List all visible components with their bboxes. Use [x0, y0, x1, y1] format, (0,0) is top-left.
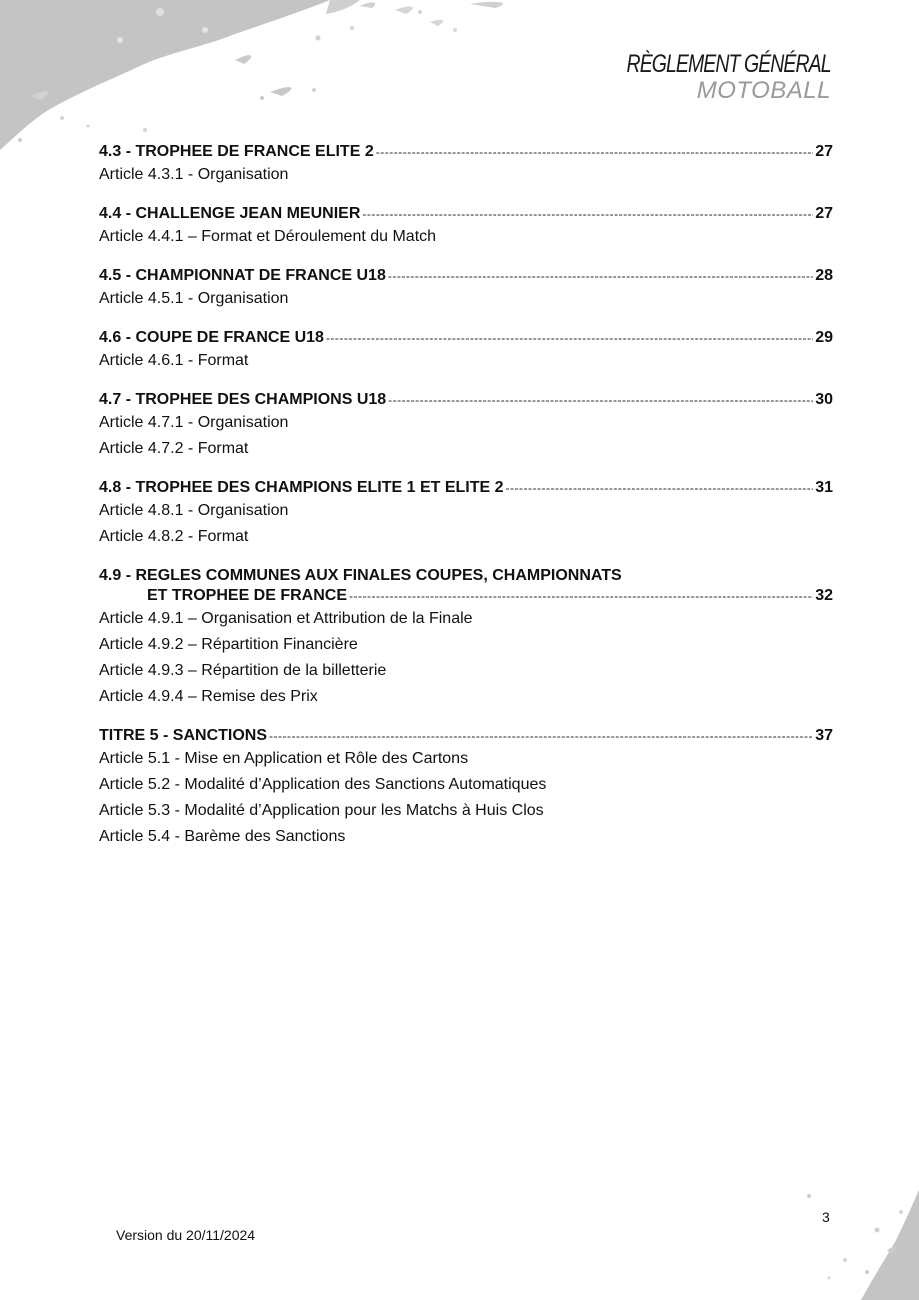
toc-heading-title: 4.3 - TROPHEE DE FRANCE ELITE 2	[99, 143, 374, 160]
toc-section	[99, 726, 833, 850]
toc-heading[interactable]	[99, 390, 833, 410]
toc-heading[interactable]	[99, 328, 833, 348]
toc-page-number: 27	[815, 205, 833, 222]
toc-leader	[506, 478, 814, 498]
toc-page-number: 37	[815, 727, 833, 744]
brand-title: RÈGLEMENT GÉNÉRAL	[626, 50, 831, 78]
toc-heading[interactable]	[99, 726, 833, 746]
toc-article[interactable]: Article 4.6.1 - Format	[99, 352, 249, 369]
toc-article[interactable]: Article 4.9.1 – Organisation et Attribution de la Finale	[99, 610, 473, 627]
page-number: 3	[822, 1209, 830, 1225]
toc-heading[interactable]	[99, 142, 833, 162]
footer-version: Version du 20/11/2024	[116, 1227, 256, 1243]
toc-article[interactable]: Article 4.3.1 - Organisation	[99, 166, 289, 183]
toc-section	[99, 204, 833, 250]
toc-page-number: 28	[815, 267, 833, 284]
toc-section	[99, 266, 833, 312]
toc-section	[99, 390, 833, 462]
toc-page-number: 29	[815, 329, 833, 346]
toc-heading[interactable]	[99, 586, 833, 606]
toc-heading[interactable]	[99, 204, 833, 224]
toc-leader	[326, 328, 813, 348]
toc-heading-title: TITRE 5 - SANCTIONS	[99, 727, 268, 744]
decorative-splash-bottom-right	[749, 1190, 919, 1300]
toc-leader	[376, 142, 813, 162]
toc-section	[99, 566, 833, 710]
toc-heading-title: 4.7 - TROPHEE DES CHAMPIONS U18	[99, 391, 387, 408]
toc-article[interactable]: Article 4.4.1 – Format et Déroulement du Match	[99, 228, 437, 245]
toc-article[interactable]: Article 4.7.1 - Organisation	[99, 414, 289, 431]
toc-page-number: 30	[815, 391, 833, 408]
toc-leader	[269, 726, 813, 746]
toc-section	[99, 478, 833, 550]
decorative-splash-top-left	[0, 0, 540, 160]
toc-article[interactable]: Article 4.8.2 - Format	[99, 528, 249, 545]
toc-heading-title: 4.8 - TROPHEE DES CHAMPIONS ELITE 1 ET ELITE 2	[99, 479, 504, 496]
toc-article[interactable]: Article 5.1 - Mise en Application et Rôle des Cartons	[99, 750, 469, 767]
toc-article[interactable]: Article 4.9.4 – Remise des Prix	[99, 688, 318, 705]
toc-article[interactable]: Article 4.7.2 - Format	[99, 440, 249, 457]
toc-article[interactable]: Article 4.8.1 - Organisation	[99, 502, 289, 519]
toc-leader	[388, 390, 813, 410]
toc-heading-title: 4.6 - COUPE DE FRANCE U18	[99, 329, 324, 346]
brand-subtitle: MOTOBALL	[696, 77, 831, 104]
brand-header	[569, 50, 831, 104]
toc-leader	[388, 266, 813, 286]
toc-section	[99, 328, 833, 374]
toc-heading-title: 4.4 - CHALLENGE JEAN MEUNIER	[99, 205, 361, 222]
toc-heading-title-line1[interactable]: 4.9 - REGLES COMMUNES AUX FINALES COUPES, CHAMPIONNATS	[99, 567, 622, 584]
toc-section	[99, 142, 833, 188]
toc-page-number: 27	[815, 143, 833, 160]
toc-article[interactable]: Article 5.4 - Barème des Sanctions	[99, 828, 346, 845]
toc-heading[interactable]	[99, 266, 833, 286]
table-of-contents	[99, 142, 833, 866]
toc-heading[interactable]	[99, 478, 833, 498]
toc-page-number: 31	[815, 479, 833, 496]
toc-article[interactable]: Article 4.5.1 - Organisation	[99, 290, 289, 307]
toc-heading-title: 4.5 - CHAMPIONNAT DE FRANCE U18	[99, 267, 386, 284]
toc-article[interactable]: Article 5.2 - Modalité d’Application des Sanctions Automatiques	[99, 776, 547, 793]
toc-leader	[362, 204, 813, 224]
toc-page-number: 32	[815, 587, 833, 604]
toc-article[interactable]: Article 4.9.2 – Répartition Financière	[99, 636, 358, 653]
toc-article[interactable]: Article 5.3 - Modalité d’Application pour les Matchs à Huis Clos	[99, 802, 544, 819]
toc-leader	[349, 586, 813, 606]
toc-heading-title: ET TROPHEE DE FRANCE	[147, 587, 348, 604]
toc-article[interactable]: Article 4.9.3 – Répartition de la billetterie	[99, 662, 387, 679]
